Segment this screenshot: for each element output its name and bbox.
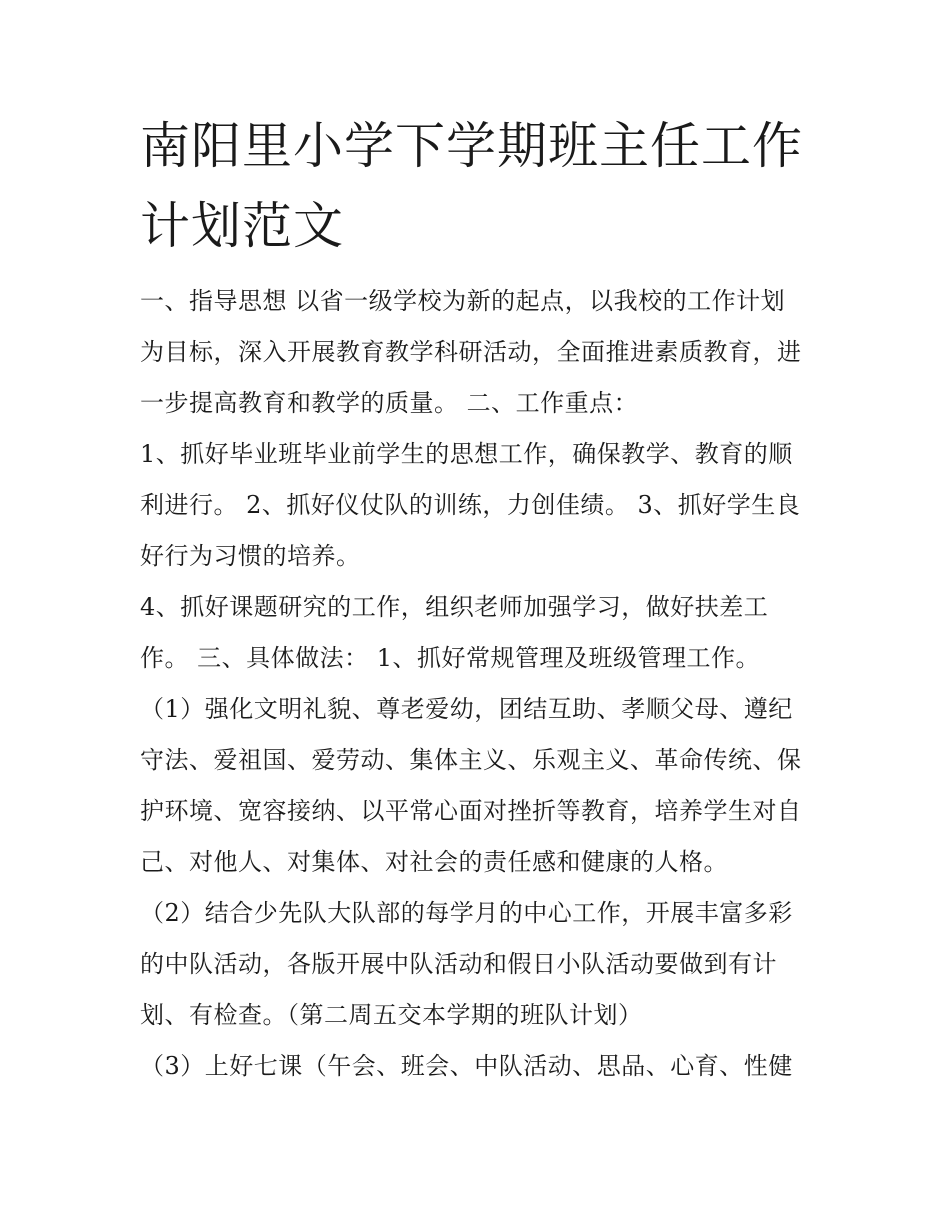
body-line: 划、有检查。（第二周五交本学期的班队计划） <box>140 1001 643 1029</box>
title-line-2: 计划范文 <box>140 197 344 255</box>
body-line: 1、抓好毕业班毕业前学生的思想工作，确保教学、教育的顺 <box>140 440 793 468</box>
body-line: 的中队活动，各版开展中队活动和假日小队活动要做到有计 <box>140 950 777 978</box>
body-line: 一、指导思想 以省一级学校为新的起点，以我校的工作计划 <box>140 287 786 315</box>
body-line: （3）上好七课（午会、班会、中队活动、思品、心育、性健 <box>140 1052 793 1080</box>
body-line: 好行为习惯的培养。 <box>140 542 361 570</box>
body-line: （1）强化文明礼貌、尊老爱幼，团结互助、孝顺父母、遵纪 <box>140 695 793 723</box>
body-line: 己、对他人、对集体、对社会的责任感和健康的人格。 <box>140 848 728 876</box>
body-line: 4、抓好课题研究的工作，组织老师加强学习，做好扶差工 <box>140 593 769 621</box>
body-line: 利进行。 2、抓好仪仗队的训练，力创佳绩。 3、抓好学生良 <box>140 491 801 519</box>
body-line: 作。 三、具体做法： 1、抓好常规管理及班级管理工作。 <box>140 644 761 672</box>
body-line: 一步提高教育和教学的质量。 二、工作重点： <box>140 389 639 417</box>
document-title <box>140 106 830 266</box>
document-body <box>140 276 820 1092</box>
title-line-1: 南阳里小学下学期班主任工作 <box>140 117 803 175</box>
body-line: （2）结合少先队大队部的每学月的中心工作，开展丰富多彩 <box>140 899 793 927</box>
body-line: 守法、爱祖国、爱劳动、集体主义、乐观主义、革命传统、保 <box>140 746 802 774</box>
body-line: 护环境、宽容接纳、以平常心面对挫折等教育，培养学生对自 <box>140 797 802 825</box>
body-line: 为目标，深入开展教育教学科研活动，全面推进素质教育，进 <box>140 338 802 366</box>
